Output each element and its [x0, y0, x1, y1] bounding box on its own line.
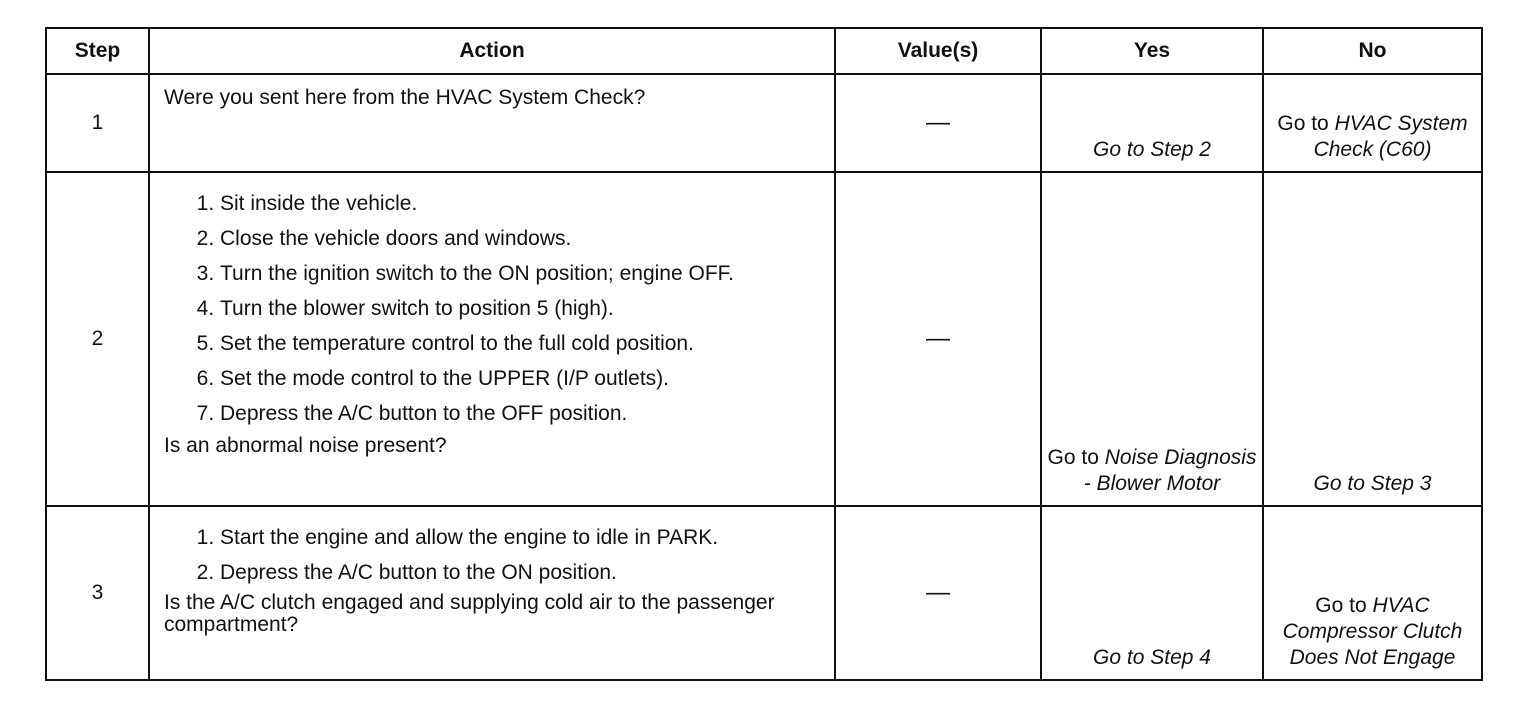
- action-cell: [149, 172, 835, 506]
- yes-cell: [1041, 506, 1263, 680]
- table-row: [46, 506, 1482, 680]
- yes-prefix: Go to: [1047, 446, 1105, 469]
- action-step-item: 1. Start the engine and allow the engine to idle in PARK.: [220, 525, 740, 551]
- action-step-item: 7. Depress the A/C button to the OFF position.: [220, 401, 824, 427]
- yes-link: Noise Diagnosis - Blower Motor: [1083, 446, 1257, 495]
- no-cell: [1263, 172, 1482, 506]
- no-link: Go to Step 3: [1313, 472, 1432, 495]
- yes-cell: [1041, 74, 1263, 172]
- no-prefix: Go to: [1277, 112, 1335, 135]
- no-link: HVAC System Check (C60): [1313, 112, 1468, 161]
- header-yes: Yes: [1041, 28, 1263, 74]
- no-cell: [1263, 506, 1482, 680]
- action-cell: [149, 74, 835, 172]
- step-number: 3: [46, 506, 149, 680]
- value-cell: —: [835, 74, 1041, 172]
- header-row: [46, 28, 1482, 74]
- step-number: 2: [46, 172, 149, 506]
- action-step-item: 4. Turn the blower switch to position 5 (high).: [220, 296, 824, 322]
- action-cell: [149, 506, 835, 680]
- yes-link: Go to Step 4: [1093, 646, 1211, 669]
- step-number: 1: [46, 74, 149, 172]
- yes-link: Go to Step 2: [1093, 138, 1211, 161]
- action-question: Were you sent here from the HVAC System Check?: [164, 86, 646, 109]
- header-no: No: [1263, 28, 1482, 74]
- action-step-item: 2. Depress the A/C button to the ON position.: [220, 560, 824, 586]
- table-row: [46, 74, 1482, 172]
- action-step-item: 3. Turn the ignition switch to the ON position; engine OFF.: [220, 261, 740, 287]
- yes-cell: [1041, 172, 1263, 506]
- action-step-item: 6. Set the mode control to the UPPER (I/P outlets).: [220, 366, 824, 392]
- action-step-item: 1. Sit inside the vehicle.: [220, 191, 824, 217]
- header-values: Value(s): [835, 28, 1041, 74]
- no-cell: [1263, 74, 1482, 172]
- no-prefix: Go to: [1315, 594, 1373, 617]
- value-cell: —: [835, 172, 1041, 506]
- diagnostic-table: [45, 27, 1483, 681]
- value-cell: —: [835, 506, 1041, 680]
- no-link: HVAC Compressor Clutch Does Not Engage: [1282, 594, 1463, 669]
- header-step: Step: [46, 28, 149, 74]
- action-step-item: 2. Close the vehicle doors and windows.: [220, 226, 824, 252]
- action-question: Is an abnormal noise present?: [164, 434, 447, 457]
- action-step-item: 5. Set the temperature control to the full cold position.: [220, 331, 824, 357]
- action-question: Is the A/C clutch engaged and supplying cold air to the passenger compartment?: [164, 591, 775, 636]
- action-steps: [164, 525, 824, 586]
- table-row: [46, 172, 1482, 506]
- action-steps: [164, 191, 824, 427]
- header-action: Action: [149, 28, 835, 74]
